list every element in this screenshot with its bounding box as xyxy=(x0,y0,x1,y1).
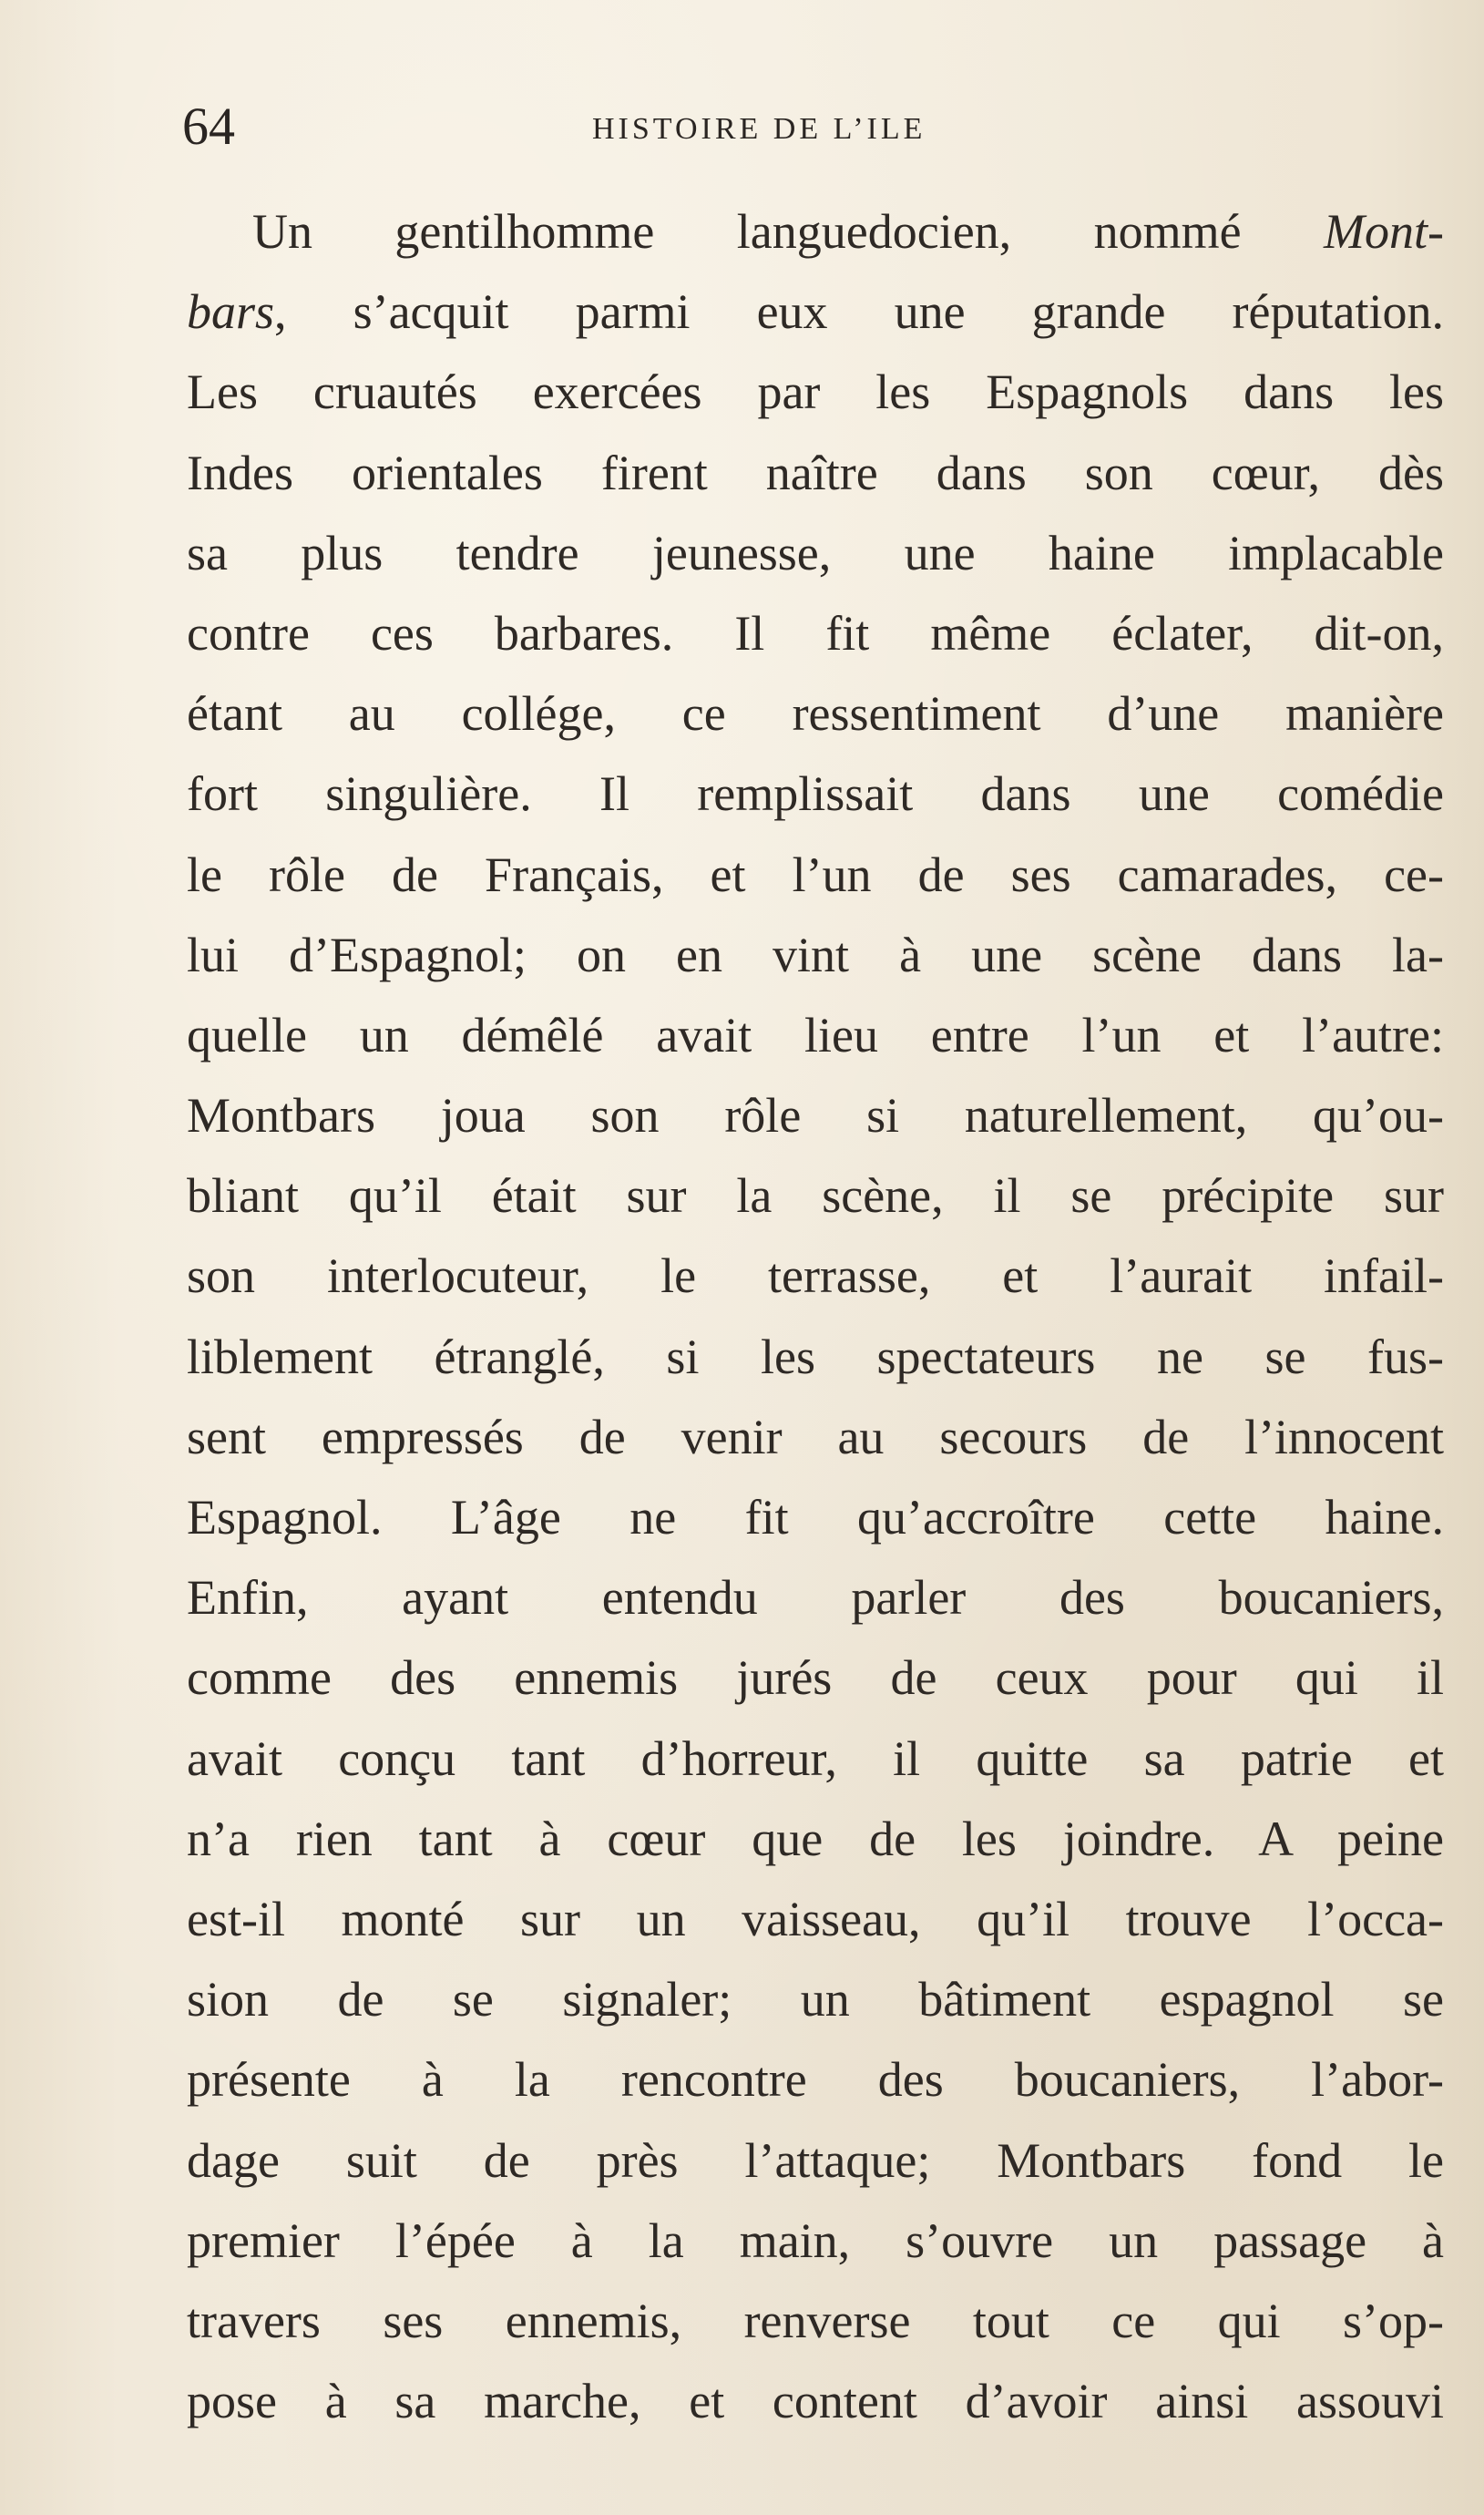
italic-name: bars xyxy=(187,284,275,340)
text-line-8: fort singulière. Il remplissait dans une comédie xyxy=(187,766,1444,822)
text-line-10: lui d’Espagnol; on en vint à une scène dans la- xyxy=(187,927,1444,982)
text-line-4: Indes orientales firent naître dans son cœur, dès xyxy=(187,445,1444,500)
text-line-3: Les cruautés exercées par les Espagnols dans les xyxy=(187,364,1444,420)
text-line-22: est-il monté sur un vaisseau, qu’il trouve l’occa- xyxy=(187,1891,1444,1946)
text-line-25: dage suit de près l’attaque; Montbars fond le xyxy=(187,2132,1444,2188)
text-line-12: Montbars joua son rôle si naturellement, qu’ou- xyxy=(187,1088,1444,1144)
italic-name: Mont- xyxy=(1324,204,1444,259)
text-line-19: comme des ennemis jurés de ceux pour qui il xyxy=(187,1650,1444,1706)
page-header xyxy=(182,95,1458,159)
text-line-28: pose à sa marche, et content d’avoir ainsi assouvi xyxy=(187,2374,1444,2429)
text-line-11: quelle un démêlé avait lieu entre l’un et l’autre: xyxy=(187,1007,1444,1062)
text-line-24: présente à la rencontre des boucaniers, l’abor- xyxy=(187,2052,1444,2108)
text-line-26: premier l’épée à la main, s’ouvre un passage à xyxy=(187,2212,1444,2268)
text-line-17: Espagnol. L’âge ne fit qu’accroître cette haine. xyxy=(187,1490,1444,1545)
text-line-23: sion de se signaler; un bâtiment espagnol se xyxy=(187,1972,1444,2027)
text-line-5: sa plus tendre jeunesse, une haine implacable xyxy=(187,525,1444,580)
text-line-14: son interlocuteur, le terrasse, et l’aurait infail- xyxy=(187,1248,1444,1304)
text-line-21: n’a rien tant à cœur que de les joindre. A peine xyxy=(187,1811,1444,1866)
page-number: 64 xyxy=(182,97,235,156)
running-head: HISTOIRE DE L’ILE xyxy=(592,112,926,146)
text-line-2: bars, s’acquit parmi eux une grande réputation. xyxy=(187,284,1444,340)
text-line-27: travers ses ennemis, renverse tout ce qui s’op- xyxy=(187,2293,1444,2348)
text-line-15: liblement étranglé, si les spectateurs ne se fus- xyxy=(187,1329,1444,1384)
text-line-13: bliant qu’il était sur la scène, il se précipite sur xyxy=(187,1168,1444,1224)
text-line-9: le rôle de Français, et l’un de ses camarades, ce- xyxy=(187,847,1444,902)
text-line-20: avait conçu tant d’horreur, il quitte sa patrie et xyxy=(187,1730,1444,1786)
text-line-16: sent empressés de venir au secours de l’innocent xyxy=(187,1409,1444,1464)
body-text xyxy=(187,191,1444,2441)
text-line-18: Enfin, ayant entendu parler des boucaniers, xyxy=(187,1570,1444,1626)
text-line-7: étant au collége, ce ressentiment d’une manière xyxy=(187,686,1444,742)
text-line-6: contre ces barbares. Il fit même éclater, dit-on, xyxy=(187,605,1444,661)
text-line-1: Un gentilhomme languedocien, nommé Mont- xyxy=(252,204,1444,259)
